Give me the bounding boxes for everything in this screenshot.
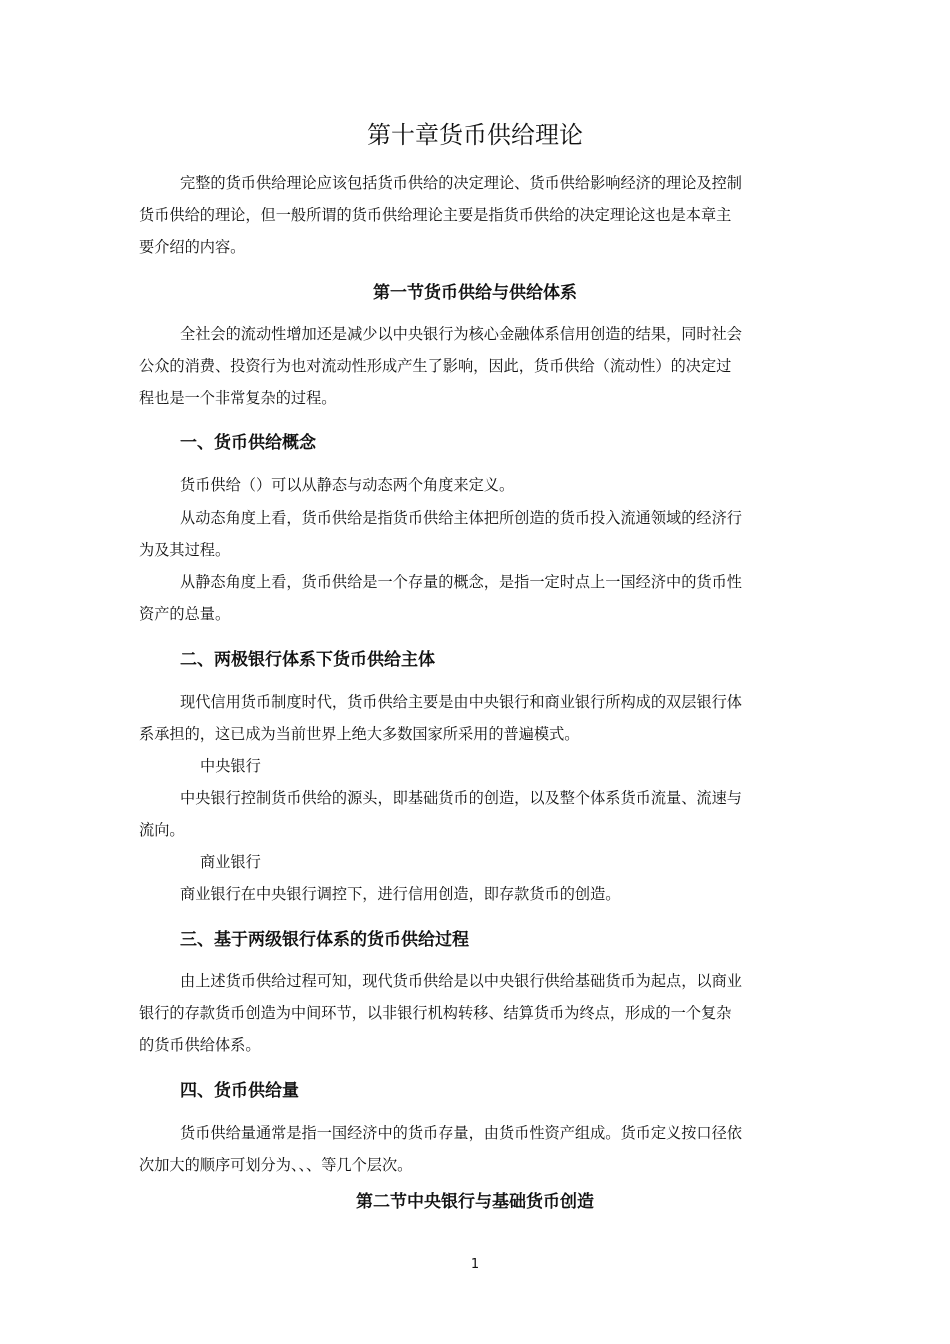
money-supply-amount-line-1: 货币供给量通常是指一国经济中的货币存量，由货币性资产组成。货币定义按口径依 <box>180 1124 742 1142</box>
static-view-line-1: 从静态角度上看，货币供给是一个存量的概念，是指一定时点上一国经济中的货币性 <box>180 573 742 591</box>
supply-process-line-3: 的货币供给体系。 <box>139 1036 261 1054</box>
intro-line-2: 货币供给的理论，但一般所谓的货币供给理论主要是指货币供给的决定理论这也是本章主 <box>139 206 732 224</box>
commercial-bank-text: 商业银行在中央银行调控下，进行信用创造，即存款货币的创造。 <box>180 885 621 903</box>
section-1-intro-line-1: 全社会的流动性增加还是减少以中央银行为核心金融体系信用创造的结果，同时社会 <box>180 325 742 343</box>
heading-money-supply-concept: 一、货币供给概念 <box>180 433 316 453</box>
central-bank-text-line-2: 流向。 <box>139 821 185 839</box>
page-number: 1 <box>470 1257 480 1272</box>
section-2-title: 第二节中央银行与基础货币创造 <box>356 1192 594 1212</box>
section-1-intro-line-2: 公众的消费、投资行为也对流动性形成产生了影响，因此，货币供给（流动性）的决定过 <box>139 357 732 375</box>
heading-supply-process: 三、基于两级银行体系的货币供给过程 <box>180 930 469 950</box>
section-1-intro-line-3: 程也是一个非常复杂的过程。 <box>139 389 337 407</box>
intro-line-1: 完整的货币供给理论应该包括货币供给的决定理论、货币供给影响经济的理论及控制 <box>180 174 742 192</box>
money-supply-amount-line-2: 次加大的顺序可划分为、、、等几个层次。 <box>139 1156 413 1174</box>
commercial-bank-label: 商业银行 <box>200 853 261 871</box>
two-tier-intro-line-2: 系承担的，这已成为当前世界上绝大多数国家所采用的普遍模式。 <box>139 725 580 743</box>
two-tier-intro-line-1: 现代信用货币制度时代，货币供给主要是由中央银行和商业银行所构成的双层银行体 <box>180 693 742 711</box>
heading-money-supply-amount: 四、货币供给量 <box>180 1081 299 1101</box>
money-supply-definition: 货币供给（）可以从静态与动态两个角度来定义。 <box>180 476 515 494</box>
intro-line-3: 要介绍的内容。 <box>139 238 246 256</box>
chapter-title: 第十章货币供给理论 <box>367 121 583 149</box>
static-view-line-2: 资产的总量。 <box>139 605 231 623</box>
supply-process-line-2: 银行的存款货币创造为中间环节，以非银行机构转移、结算货币为终点，形成的一个复杂 <box>139 1004 732 1022</box>
supply-process-line-1: 由上述货币供给过程可知，现代货币供给是以中央银行供给基础货币为起点，以商业 <box>180 972 742 990</box>
dynamic-view-line-2: 为及其过程。 <box>139 541 231 559</box>
heading-two-tier-banking-subjects: 二、两极银行体系下货币供给主体 <box>180 650 435 670</box>
dynamic-view-line-1: 从动态角度上看，货币供给是指货币供给主体把所创造的货币投入流通领域的经济行 <box>180 509 742 527</box>
central-bank-label: 中央银行 <box>200 757 261 775</box>
central-bank-text-line-1: 中央银行控制货币供给的源头，即基础货币的创造，以及整个体系货币流量、流速与 <box>180 789 742 807</box>
section-1-title: 第一节货币供给与供给体系 <box>373 283 577 303</box>
